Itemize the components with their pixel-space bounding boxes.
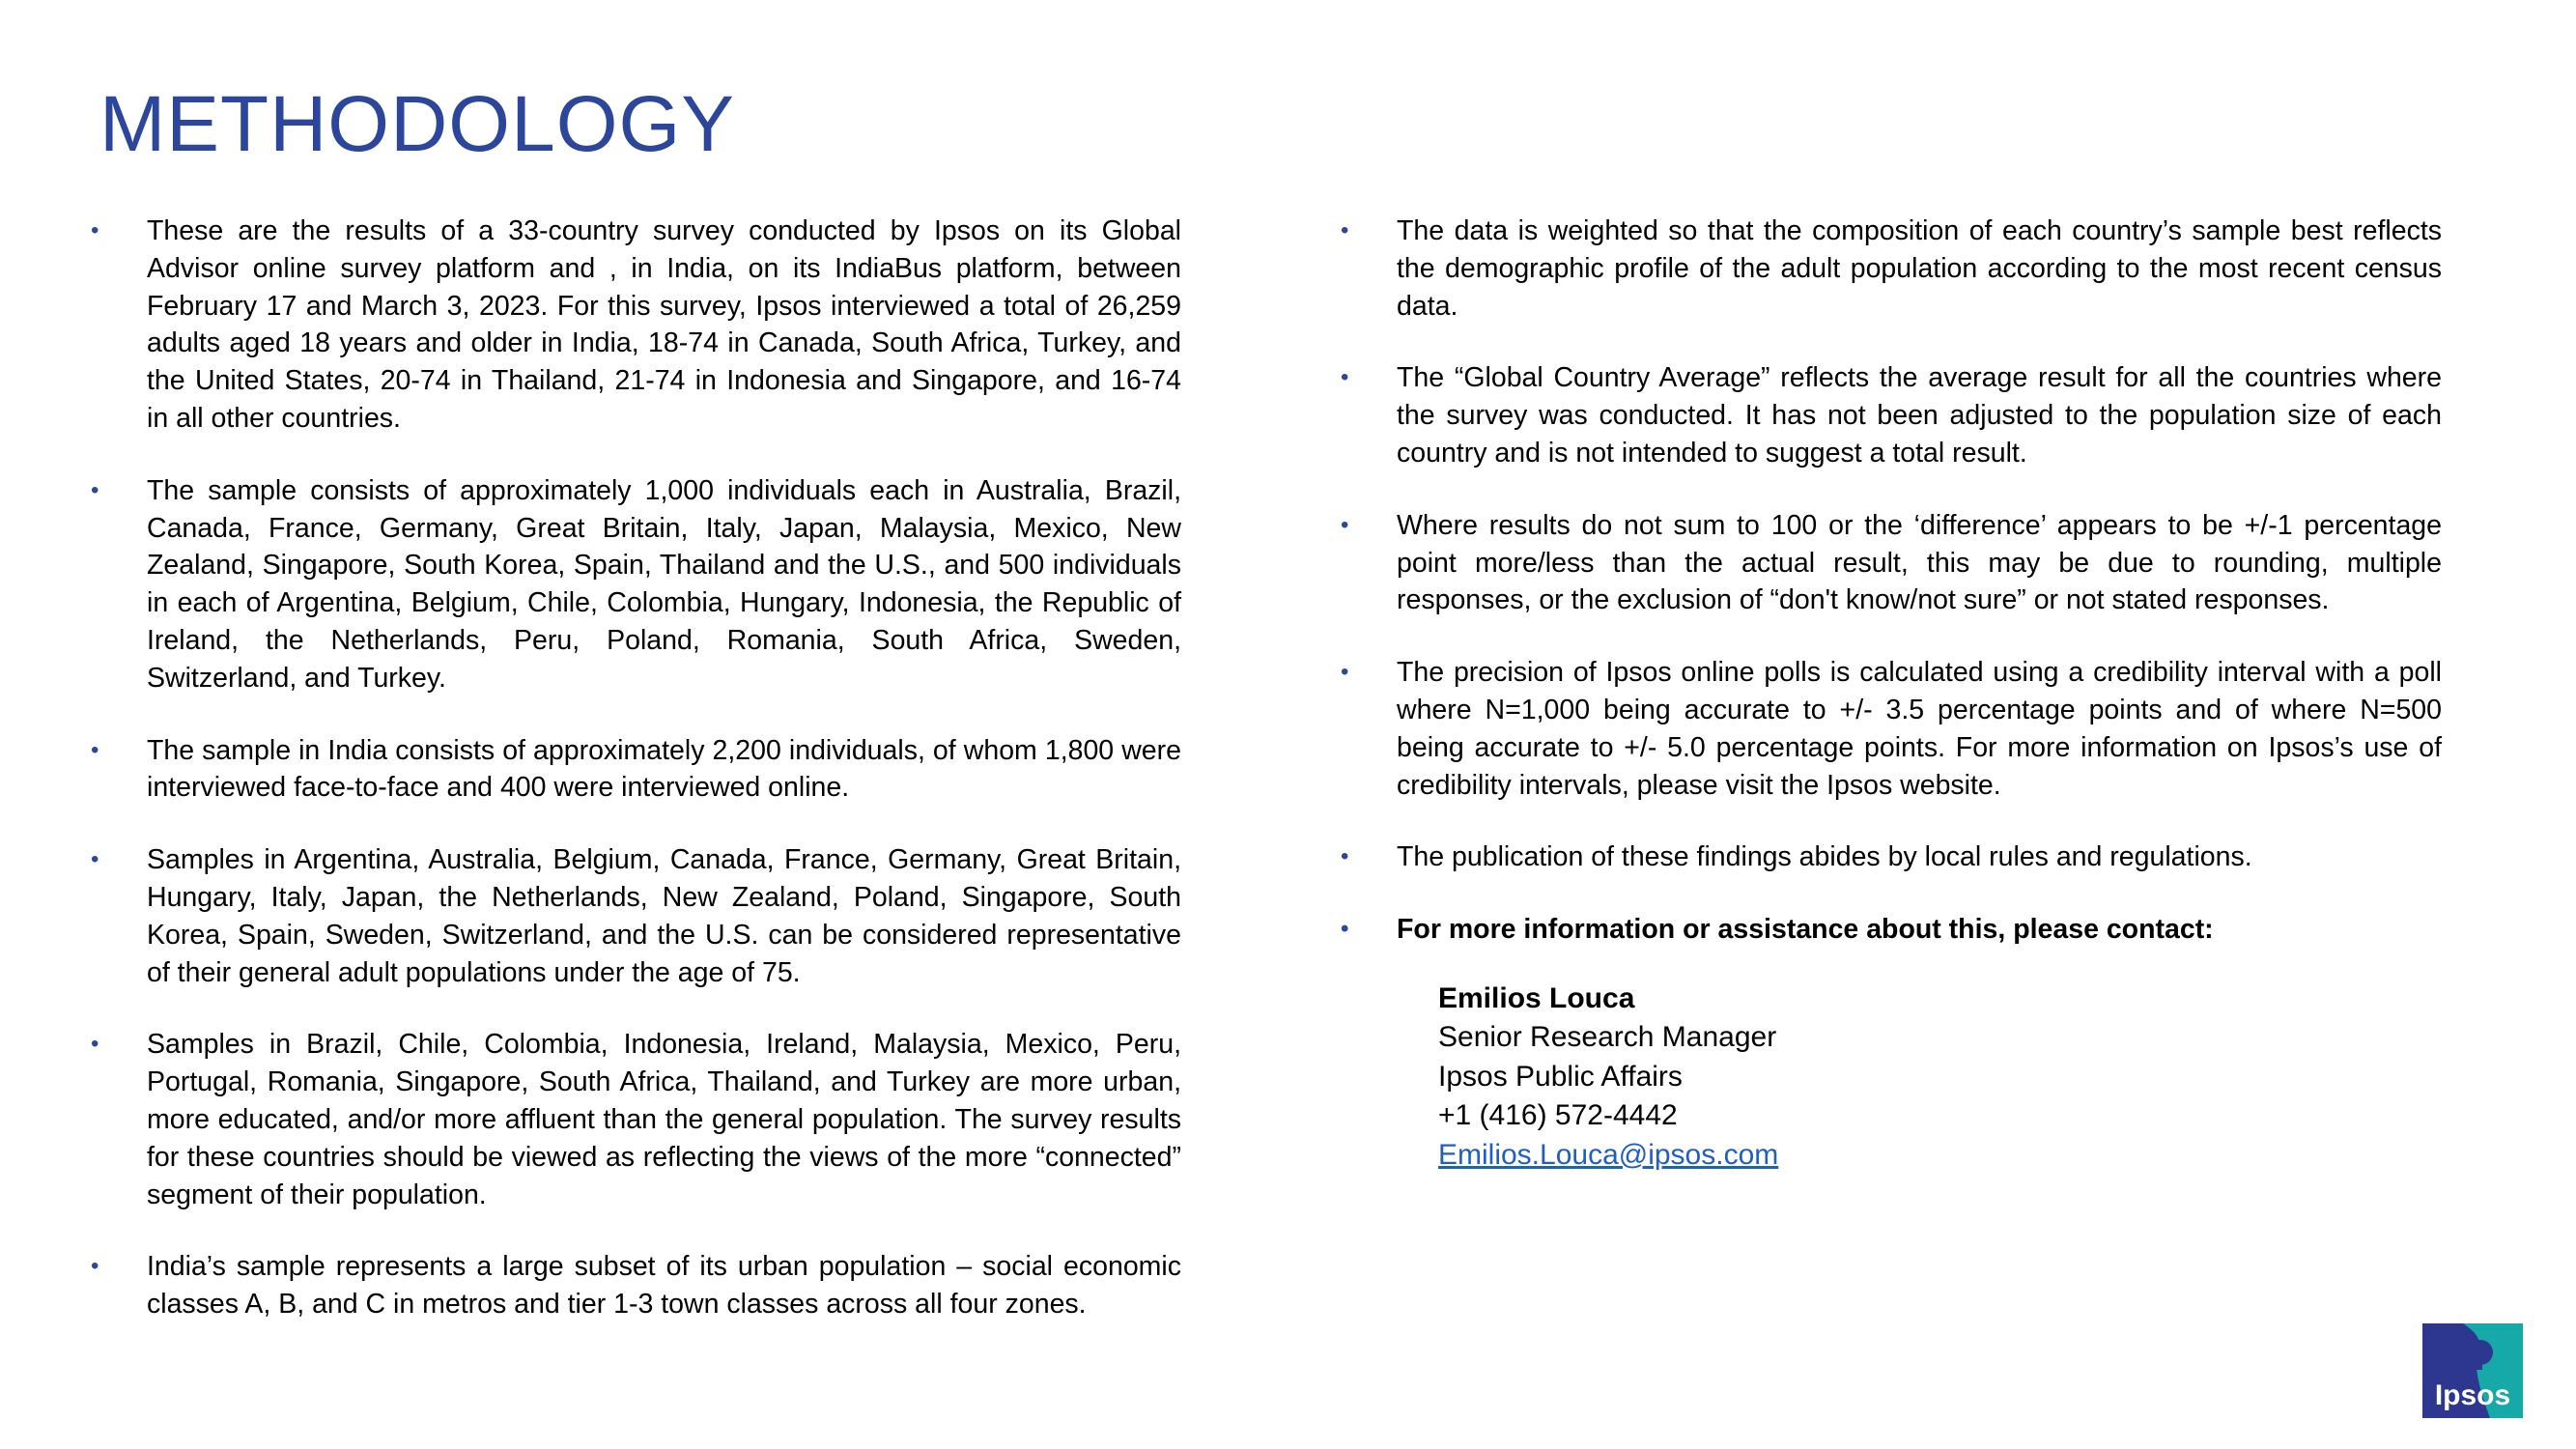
- right-column: [1335, 213, 2442, 1175]
- bullet-icon: •: [1341, 916, 1349, 943]
- bullet-icon: •: [91, 476, 99, 503]
- contact-org: Ipsos Public Affairs: [1438, 1060, 1683, 1093]
- bullet-text: India’s sample represents a large subset of its urban population – social economic classes A, B, and C in metros and tier 1-3 town classes across all four zones.: [147, 1251, 1181, 1321]
- list-item: [1335, 654, 2442, 804]
- list-item: [85, 1026, 1181, 1213]
- bullet-icon: •: [91, 1253, 99, 1280]
- list-item: [85, 1248, 1181, 1323]
- contact-title: Senior Research Manager: [1438, 1021, 1777, 1054]
- bullet-icon: •: [91, 736, 99, 763]
- list-item: [1335, 359, 2442, 471]
- contact-name: Emilios Louca: [1438, 981, 1635, 1014]
- bullet-icon: •: [1341, 843, 1349, 870]
- bullet-icon: •: [1341, 217, 1349, 243]
- bullet-icon: •: [91, 217, 99, 243]
- bullet-text: The sample in India consists of approximately 2,200 individuals, of whom 1,800 were interviewed face-to-face and 400 were interviewed online.: [147, 734, 1181, 804]
- list-item: [1335, 507, 2442, 619]
- list-item: [1335, 838, 2442, 876]
- logo-neck-shape: [2471, 1358, 2482, 1370]
- bullet-text: The precision of Ipsos online polls is calculated using a credibility interval with a poll where N=1,000 being accurate to +/- 3.5 percentage points and of where N=500 being accurate to +/- 5.0 percentage points. For more information on Ipsos’s use of credibility intervals, please visit the Ipsos website.: [1397, 657, 2442, 801]
- contact-block: [1438, 980, 2442, 1176]
- bullet-text: The “Global Country Average” reflects the average result for all the countries where the survey was conducted. It has not been adjusted to the population size of each country and is not intended to suggest a total result.: [1397, 362, 2442, 469]
- contact-email-link[interactable]: Emilios.Louca@ipsos.com: [1438, 1138, 1779, 1171]
- bullet-text: The data is weighted so that the composition of each country’s sample best reflects the demographic profile of the adult population according to the most recent census data.: [1397, 215, 2442, 322]
- list-item: [85, 472, 1181, 697]
- page-title: METHODOLOGY: [99, 80, 735, 168]
- bullet-icon: •: [1341, 659, 1349, 686]
- bullet-text: These are the results of a 33-country survey conducted by Ipsos on its Global Advisor online survey platform and , in India, on its IndiaBus platform, between February 17 and March 3, 2023. For this survey, Ipsos interviewed a total of 26,259 adults aged 18 years and older in India, 18-74 in Canada, South Africa, Turkey, and the United States, 20-74 in Thailand, 21-74 in Indonesia and Singapore, and 16-74 in all other countries.: [147, 215, 1181, 434]
- list-item: [85, 732, 1181, 808]
- list-item: [85, 213, 1181, 438]
- right-bullet-list: [1335, 213, 2442, 949]
- bullet-icon: •: [91, 846, 99, 873]
- list-item: [1335, 213, 2442, 325]
- bullet-text: The publication of these findings abides by local rules and regulations.: [1397, 841, 2252, 873]
- bullet-text: Where results do not sum to 100 or the ‘difference’ appears to be +/-1 percentage point more/less than the actual result, this may be due to rounding, multiple responses, or the exclusion of “don't know/not sure” or not stated responses.: [1397, 509, 2442, 616]
- bullet-icon: •: [91, 1031, 99, 1058]
- bullet-text: Samples in Argentina, Australia, Belgium, Canada, France, Germany, Great Britain, Hungary, Italy, Japan, the Netherlands, New Zealand, Poland, Singapore, South Korea, Spain, Sweden, Switzerland, and the U.S. can be considered representative of their general adult populations under the age of 75.: [147, 844, 1181, 988]
- contact-heading: For more information or assistance about this, please contact:: [1397, 914, 2214, 946]
- bullet-text: Samples in Brazil, Chile, Colombia, Indonesia, Ireland, Malaysia, Mexico, Peru, Portugal, Romania, Singapore, South Africa, Thailand, and Turkey are more urban, more educated, and/or more affluent than the general population. The survey results for these countries should be viewed as reflecting the views of the more “connected” segment of their population.: [147, 1029, 1181, 1210]
- left-column: [85, 213, 1181, 1358]
- list-item: [85, 841, 1181, 991]
- ipsos-logo: [2422, 1323, 2523, 1418]
- bullet-icon: •: [1341, 511, 1349, 538]
- left-bullet-list: [85, 213, 1181, 1323]
- bullet-text: The sample consists of approximately 1,000 individuals each in Australia, Brazil, Canada, France, Germany, Great Britain, Italy, Japan, Malaysia, Mexico, New Zealand, Singapore, South Korea, Spain, Thailand and the U.S., and 500 individuals in each of Argentina, Belgium, Chile, Colombia, Hungary, Indonesia, the Republic of Ireland, the Netherlands, Peru, Poland, Romania, South Africa, Sweden, Switzerland, and Turkey.: [147, 474, 1181, 694]
- logo-text: Ipsos: [2434, 1379, 2511, 1411]
- bullet-icon: •: [1341, 364, 1349, 391]
- contact-phone: +1 (416) 572-4442: [1438, 1099, 1678, 1132]
- contact-heading-item: [1335, 911, 2442, 949]
